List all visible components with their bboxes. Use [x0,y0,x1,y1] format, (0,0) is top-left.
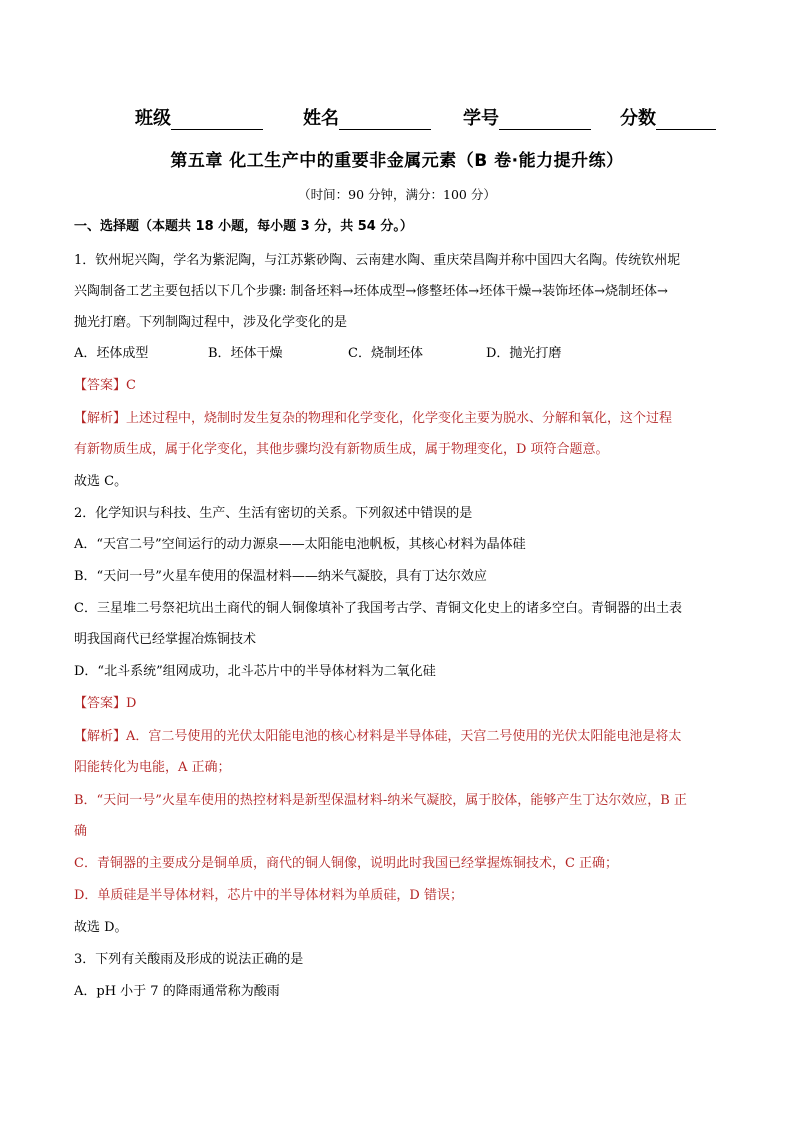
q2-analysis-line: D．单质硅是半导体材料，芯片中的半导体材料为单质硅，D 错误； [74,888,463,903]
q2-option-c[interactable]: C．三星堆二号祭祀坑出土商代的铜人铜像填补了我国考古学、青铜文化史上的诸多空白。青铜器的出土表 [74,601,682,616]
q1-conclusion: 故选 C。 [74,474,128,489]
section-heading: 一、选择题（本题共 18 小题，每小题 3 分，共 54 分。） [74,219,413,234]
q2-conclusion: 故选 D。 [74,920,128,935]
student-id-label: 学号 [463,108,499,129]
analysis-tag: 【解析】 [74,729,127,744]
student-id-blank[interactable] [499,109,591,130]
class-label: 班级 [135,108,171,129]
q2-stem: 2．化学知识与科技、生产、生活有密切的关系。下列叙述中错误的是 [74,506,473,521]
q1-answer [74,376,136,396]
analysis-text: 上述过程中，烧制时发生复杂的物理和化学变化，化学变化主要为脱水、分解和氧化，这个过程 [126,411,673,426]
q1-option-a[interactable]: A．坯体成型 [74,346,149,361]
q2-analysis-line: 阳能转化为电能，A 正确； [74,760,231,775]
answer-value: D [126,696,137,711]
q2-option-b[interactable]: B．“天问一号”火星车使用的保温材料——纳米气凝胶，具有丁达尔效应 [74,569,487,584]
class-field [135,104,263,130]
q1-analysis-line: 有新物质生成，属于化学变化，其他步骤均没有新物质生成，属于物理变化，D 项符合题意。 [74,442,609,457]
name-field [303,104,431,130]
answer-tag: 【答案】 [74,696,127,711]
q2-analysis-line: B．“天问一号”火星车使用的热控材料是新型保温材料-纳米气凝胶，属于胶体，能够产生丁达尔效应，B 正 [74,793,687,808]
analysis-text: A．宫二号使用的光伏太阳能电池的核心材料是半导体硅，天宫二号使用的光伏太阳能电池是将太 [126,729,682,744]
exam-time-info: （时间：90 分钟，满分：100 分） [298,187,496,202]
q2-option-c-cont: 明我国商代已经掌握冶炼铜技术 [74,632,257,647]
q1-stem-line: 抛光打磨。下列制陶过程中，涉及化学变化的是 [74,315,348,330]
chapter-title: 第五章 化工生产中的重要非金属元素（B 卷·能力提升练） [170,151,624,171]
name-label: 姓名 [303,108,339,129]
q2-analysis-line: C．青铜器的主要成分是铜单质，商代的铜人铜像，说明此时我国已经掌握炼铜技术，C 正确； [74,856,619,871]
answer-value: C [126,378,136,393]
q1-options [74,344,674,364]
analysis-tag: 【解析】 [74,411,127,426]
q3-stem: 3．下列有关酸雨及形成的说法正确的是 [74,952,304,967]
student-id-field [463,104,591,130]
q1-stem-line: 兴陶制备工艺主要包括以下几个步骤: 制备坯料→坯体成型→修整坯体→坯体干燥→装饰坯体→烧制坯体→ [74,284,668,299]
answer-tag: 【答案】 [74,378,127,393]
score-field [620,104,716,130]
q3-option-a[interactable]: A．pH 小于 7 的降雨通常称为酸雨 [74,984,280,999]
score-label: 分数 [620,108,656,129]
q1-option-b[interactable]: B．坯体干燥 [208,346,283,361]
class-blank[interactable] [171,109,263,130]
q2-option-d[interactable]: D．“北斗系统”组网成功，北斗芯片中的半导体材料为二氧化硅 [74,664,436,679]
score-blank[interactable] [656,109,716,130]
q2-analysis-line [74,727,681,747]
q1-option-d[interactable]: D．抛光打磨 [486,346,562,361]
q1-stem-line: 1．钦州坭兴陶，学名为紫泥陶，与江苏紫砂陶、云南建水陶、重庆荣昌陶并称中国四大名陶。传统钦州坭 [74,253,681,268]
q2-option-a[interactable]: A．“天宫二号”空间运行的动力源泉——太阳能电池帆板，其核心材料为晶体硅 [74,537,526,552]
q2-analysis-line: 确 [74,824,88,839]
q1-analysis-line [74,409,672,429]
student-info-header [135,104,735,130]
name-blank[interactable] [339,109,431,130]
q1-option-c[interactable]: C．烧制坯体 [348,346,423,361]
q2-answer [74,694,136,714]
